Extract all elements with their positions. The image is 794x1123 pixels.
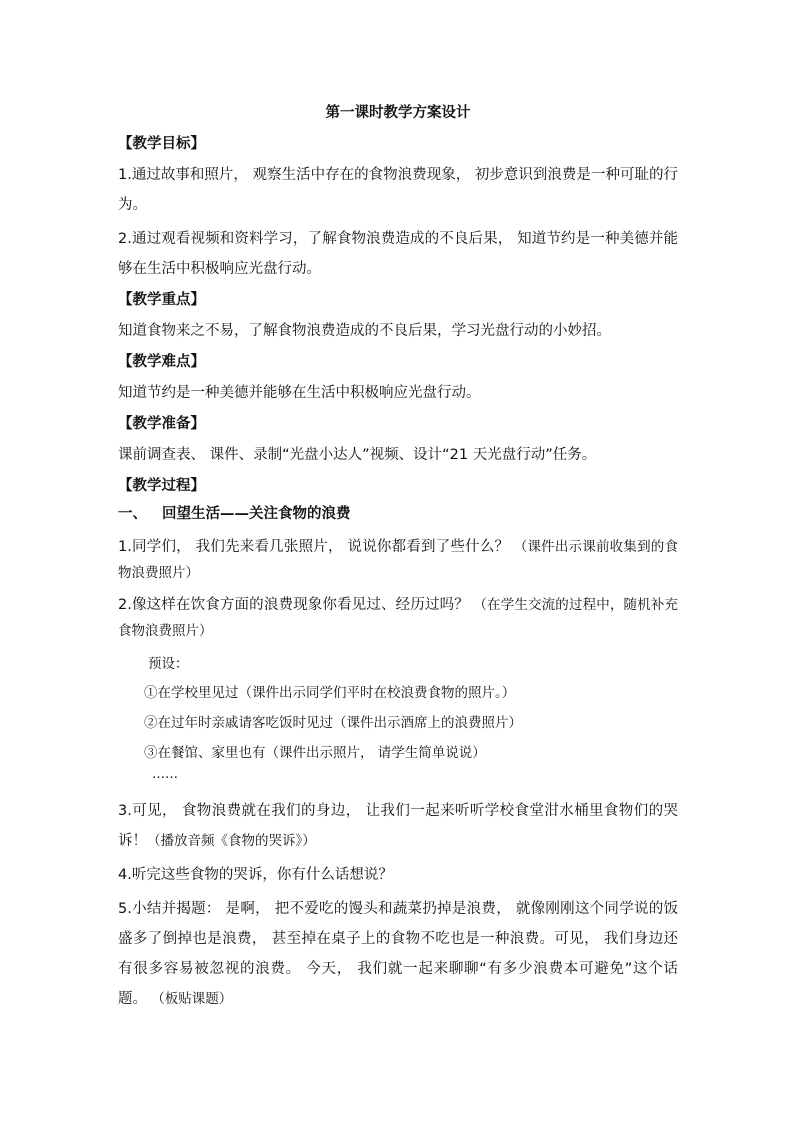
document-body bbox=[118, 102, 678, 1018]
preset-item-1: ①在学校里见过（课件出示同学们平时在校浪费食物的照片。） bbox=[144, 685, 516, 701]
section-one-title bbox=[118, 502, 678, 526]
step-5-text: 5.小结并揭题： 是啊， 把不爱吃的馒头和蔬菜扔掉是浪费， 就像刚刚这个同学说的饭盛多了倒掉也是浪费， 甚至掉在桌子上的食物不吃也是一种浪费。可见， 我们身边还有很多容易被忽视的浪费。 今天， 我们就一起来聊聊“有多少浪费本可避免”这个话题。 bbox=[118, 901, 678, 1007]
goals-heading: 【教学目标】 bbox=[118, 136, 205, 152]
goal-item-2: 2.通过观看视频和资料学习，了解食物浪费造成的不良后果， 知道节约是一种美德并能够在生活中积极响应光盘行动。 bbox=[118, 231, 678, 277]
preparation-heading: 【教学准备】 bbox=[118, 416, 205, 432]
section-one-text: 回望生活——关注食物的浪费 bbox=[162, 506, 351, 522]
step-5 bbox=[118, 894, 678, 1014]
process-heading: 【教学过程】 bbox=[118, 478, 205, 494]
section-one-number: 一、 bbox=[118, 506, 147, 522]
keypoints-heading: 【教学重点】 bbox=[118, 292, 205, 308]
step-3-note: （播放音频《食物的哭诉》） bbox=[147, 833, 316, 849]
page-title: 第一课时教学方案设计 bbox=[325, 105, 471, 121]
step-2-note: （在学生交流的过程中，随机补充食物浪费照片） bbox=[118, 597, 678, 639]
preset-item-3: ③在餐馆、家里也有（课件出示照片， 请学生简单说说） bbox=[144, 745, 486, 761]
step-4: 4.听完这些食物的哭诉，你有什么话想说？ bbox=[118, 867, 393, 883]
keypoints-text: 知道食物来之不易，了解食物浪费造成的不良后果，学习光盘行动的小妙招。 bbox=[118, 323, 611, 339]
goal-item-1: 1.通过故事和照片， 观察生活中存在的食物浪费现象， 初步意识到浪费是一种可耻的行为。 bbox=[118, 167, 678, 213]
step-3 bbox=[118, 796, 678, 856]
step-1-text: 1.同学们， 我们先来看几张照片， 说说你都看到了些什么？ bbox=[118, 539, 510, 555]
preset-ellipsis: …… bbox=[152, 767, 178, 782]
preset-item-2: ②在过年时亲戚请客吃饭时见过（课件出示酒席上的浪费照片） bbox=[144, 715, 522, 731]
preset-label: 预设： bbox=[148, 656, 189, 672]
difficulties-text: 知道节约是一种美德并能够在生活中积极响应光盘行动。 bbox=[118, 385, 481, 401]
step-1-note: （课件出示课前收集到的食物浪费照片） bbox=[118, 539, 678, 581]
preparation-text: 课前调查表、 课件、录制“光盘小达人”视频、设计“21 天光盘行动”任务。 bbox=[118, 447, 597, 463]
step-5-note: （板贴课题） bbox=[147, 991, 233, 1007]
step-1 bbox=[118, 534, 678, 586]
step-3-text: 3.可见， 食物浪费就在我们的身边， 让我们一起来听听学校食堂泔水桶里食物们的哭诉！ bbox=[118, 803, 678, 849]
difficulties-heading: 【教学难点】 bbox=[118, 354, 205, 370]
step-2 bbox=[118, 592, 678, 644]
step-2-text: 2.像这样在饮食方面的浪费现象你看见过、经历过吗？ bbox=[118, 597, 469, 613]
